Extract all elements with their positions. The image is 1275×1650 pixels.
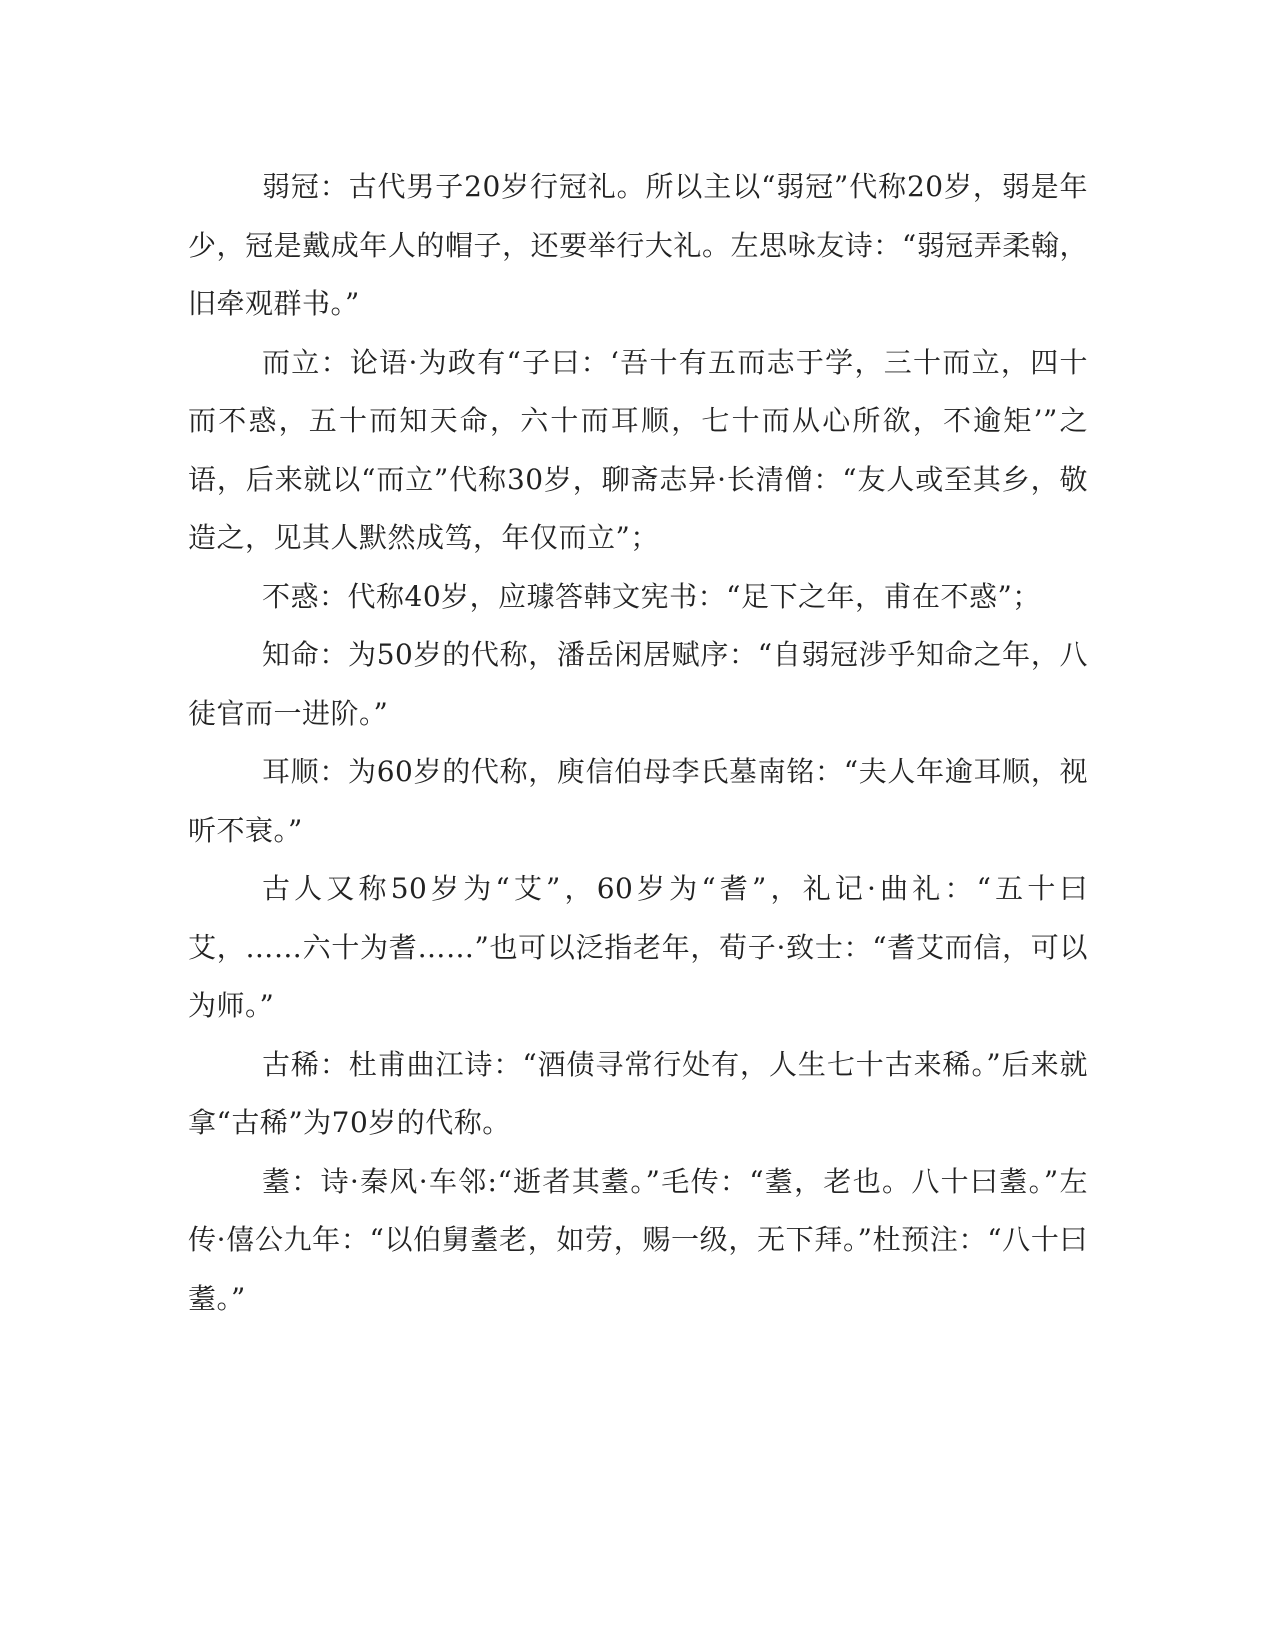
paragraph-zhiming: 知命：为50岁的代称，潘岳闲居赋序：“自弱冠涉乎知命之年，八徒官而一进阶。” <box>188 638 1088 730</box>
document-body <box>188 158 1088 1328</box>
paragraph-buhuo: 不惑：代称40岁，应璩答韩文宪书：“足下之年，甫在不惑”； <box>262 579 1041 613</box>
paragraph-guxi: 古稀：杜甫曲江诗：“酒债寻常行处有，人生七十古来稀。”后来就拿“古稀”为70岁的代称。 <box>188 1047 1088 1139</box>
paragraph-erli: 而立：论语·为政有“子曰：‘吾十有五而志于学，三十而立，四十而不惑，五十而知天命，六十而耳顺，七十而从心所欲，不逾矩’”之语，后来就以“而立”代称30岁，聊斋志异·长清僧：“友人或至其乡，敬造之，见其人默然成笃，年仅而立”； <box>188 345 1088 554</box>
paragraph-ai-qi: 古人又称50岁为“艾”，60岁为“耆”，礼记·曲礼：“五十曰艾，……六十为耆……”也可以泛指老年，荀子·致士：“耆艾而信，可以为师。” <box>188 872 1088 1022</box>
paragraph-die: 耋：诗·秦风·车邻:“逝者其耋。”毛传：“耋，老也。八十曰耋。”左传·僖公九年：“以伯舅耋老，如劳，赐一级，无下拜。”杜预注：“八十曰耋。” <box>188 1164 1088 1315</box>
paragraph-ruoguan: 弱冠：古代男子20岁行冠礼。所以主以“弱冠”代称20岁，弱是年少，冠是戴成年人的帽子，还要举行大礼。左思咏友诗：“弱冠弄柔翰，旧牵观群书。” <box>188 170 1088 320</box>
paragraph-ershun: 耳顺：为60岁的代称，庾信伯母李氏墓南铭：“夫人年逾耳顺，视听不衰。” <box>188 755 1088 847</box>
